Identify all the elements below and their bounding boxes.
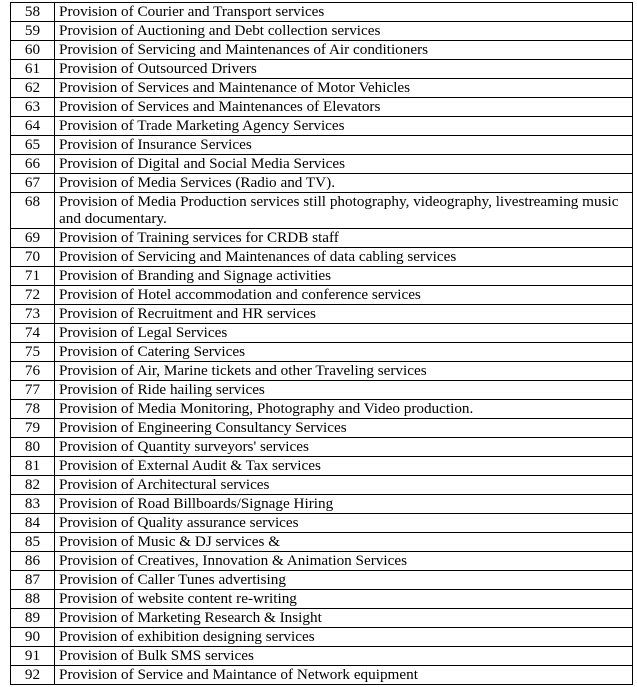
row-number: 83 <box>11 495 55 514</box>
service-description: Provision of Services and Maintenance of Motor Vehicles <box>55 79 633 98</box>
service-description: Provision of Ride hailing services <box>55 381 633 400</box>
row-number: 75 <box>11 343 55 362</box>
row-number: 72 <box>11 286 55 305</box>
row-number: 66 <box>11 155 55 174</box>
row-number: 79 <box>11 419 55 438</box>
service-description: Provision of Media Monitoring, Photography and Video production. <box>55 400 633 419</box>
table-row <box>11 381 633 400</box>
row-number: 69 <box>11 229 55 248</box>
table-row <box>11 22 633 41</box>
service-description: Provision of exhibition designing services <box>55 628 633 647</box>
row-number: 81 <box>11 457 55 476</box>
service-description: Provision of Digital and Social Media Services <box>55 155 633 174</box>
table-row <box>11 362 633 381</box>
service-description: Provision of Servicing and Maintenances of data cabling services <box>55 248 633 267</box>
table-row <box>11 590 633 609</box>
row-number: 82 <box>11 476 55 495</box>
table-row <box>11 552 633 571</box>
row-number: 71 <box>11 267 55 286</box>
service-description: Provision of Services and Maintenances of Elevators <box>55 98 633 117</box>
service-description: Provision of Trade Marketing Agency Services <box>55 117 633 136</box>
service-description: Provision of Marketing Research & Insight <box>55 609 633 628</box>
service-description: Provision of Engineering Consultancy Services <box>55 419 633 438</box>
service-description: Provision of Quantity surveyors' services <box>55 438 633 457</box>
table-row <box>11 267 633 286</box>
table-row <box>11 248 633 267</box>
row-number: 87 <box>11 571 55 590</box>
table-row <box>11 117 633 136</box>
table-row <box>11 41 633 60</box>
service-description: Provision of Branding and Signage activities <box>55 267 633 286</box>
row-number: 88 <box>11 590 55 609</box>
table-row <box>11 400 633 419</box>
row-number: 61 <box>11 60 55 79</box>
table-row <box>11 79 633 98</box>
service-description: Provision of Road Billboards/Signage Hiring <box>55 495 633 514</box>
service-description: Provision of Hotel accommodation and conference services <box>55 286 633 305</box>
table-row <box>11 98 633 117</box>
row-number: 86 <box>11 552 55 571</box>
table-row <box>11 229 633 248</box>
row-number: 84 <box>11 514 55 533</box>
table-row <box>11 476 633 495</box>
services-table-body <box>11 3 633 685</box>
service-description: Provision of Catering Services <box>55 343 633 362</box>
table-row <box>11 647 633 666</box>
service-description: Provision of Caller Tunes advertising <box>55 571 633 590</box>
service-description: Provision of Recruitment and HR services <box>55 305 633 324</box>
table-row <box>11 628 633 647</box>
table-row <box>11 60 633 79</box>
table-row <box>11 324 633 343</box>
row-number: 59 <box>11 22 55 41</box>
service-description: Provision of Media Production services still photography, videography, livestreaming music and documentary. <box>55 193 633 229</box>
table-row <box>11 609 633 628</box>
row-number: 85 <box>11 533 55 552</box>
service-description: Provision of Auctioning and Debt collection services <box>55 22 633 41</box>
row-number: 62 <box>11 79 55 98</box>
table-row <box>11 419 633 438</box>
table-row <box>11 3 633 22</box>
service-description: Provision of Air, Marine tickets and other Traveling services <box>55 362 633 381</box>
service-description: Provision of Service and Maintance of Network equipment <box>55 666 633 685</box>
service-description: Provision of Servicing and Maintenances of Air conditioners <box>55 41 633 60</box>
service-description: Provision of Bulk SMS services <box>55 647 633 666</box>
service-description: Provision of Architectural services <box>55 476 633 495</box>
service-description: Provision of Courier and Transport services <box>55 3 633 22</box>
table-row <box>11 343 633 362</box>
table-row <box>11 457 633 476</box>
table-row <box>11 174 633 193</box>
service-description: Provision of Outsourced Drivers <box>55 60 633 79</box>
row-number: 73 <box>11 305 55 324</box>
row-number: 90 <box>11 628 55 647</box>
table-row <box>11 438 633 457</box>
row-number: 77 <box>11 381 55 400</box>
services-table <box>10 2 633 685</box>
table-row <box>11 571 633 590</box>
table-row <box>11 666 633 685</box>
row-number: 78 <box>11 400 55 419</box>
service-description: Provision of Creatives, Innovation & Animation Services <box>55 552 633 571</box>
row-number: 89 <box>11 609 55 628</box>
service-description: Provision of Quality assurance services <box>55 514 633 533</box>
service-description: Provision of website content re-writing <box>55 590 633 609</box>
table-row <box>11 305 633 324</box>
row-number: 64 <box>11 117 55 136</box>
row-number: 92 <box>11 666 55 685</box>
service-description: Provision of Legal Services <box>55 324 633 343</box>
table-row <box>11 193 633 229</box>
service-description: Provision of External Audit & Tax services <box>55 457 633 476</box>
row-number: 68 <box>11 193 55 229</box>
service-description: Provision of Training services for CRDB staff <box>55 229 633 248</box>
row-number: 60 <box>11 41 55 60</box>
row-number: 63 <box>11 98 55 117</box>
service-description: Provision of Media Services (Radio and TV). <box>55 174 633 193</box>
row-number: 67 <box>11 174 55 193</box>
service-description: Provision of Insurance Services <box>55 136 633 155</box>
table-row <box>11 286 633 305</box>
row-number: 80 <box>11 438 55 457</box>
row-number: 70 <box>11 248 55 267</box>
table-row <box>11 136 633 155</box>
row-number: 58 <box>11 3 55 22</box>
row-number: 74 <box>11 324 55 343</box>
table-row <box>11 533 633 552</box>
table-row <box>11 495 633 514</box>
table-row <box>11 514 633 533</box>
row-number: 91 <box>11 647 55 666</box>
table-row <box>11 155 633 174</box>
row-number: 76 <box>11 362 55 381</box>
service-description: Provision of Music & DJ services & <box>55 533 633 552</box>
row-number: 65 <box>11 136 55 155</box>
